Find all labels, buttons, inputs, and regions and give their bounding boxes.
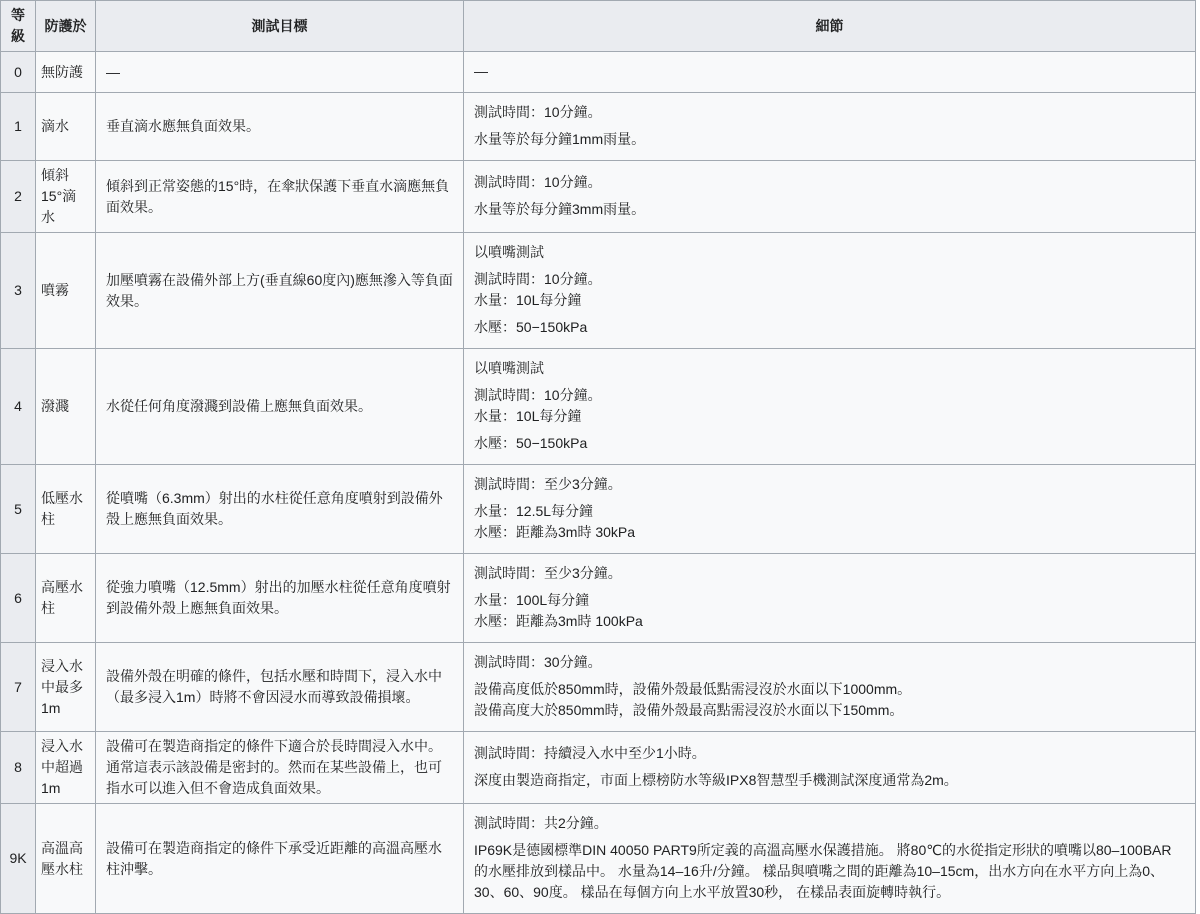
level-cell: 0 bbox=[1, 52, 36, 93]
protection-cell: 低壓水柱 bbox=[36, 465, 96, 554]
level-cell: 3 bbox=[1, 233, 36, 349]
detail-paragraph: 設備高度低於850mm時，設備外殼最低點需浸沒於水面以下1000mm。 設備高度大於850mm時，設備外殼最高點需浸沒於水面以下150mm。 bbox=[474, 681, 912, 718]
detail-paragraph: 測試時間：10分鐘。 bbox=[474, 104, 602, 120]
objective-cell: 設備可在製造商指定的條件下適合於長時間浸入水中。通常這表示該設備是密封的。然而在某些設備上，也可指水可以進入但不會造成負面效果。 bbox=[96, 732, 464, 804]
objective-cell: 加壓噴霧在設備外部上方(垂直線60度內)應無滲入等負面效果。 bbox=[96, 233, 464, 349]
protection-cell: 噴霧 bbox=[36, 233, 96, 349]
details-cell bbox=[464, 732, 1196, 804]
objective-cell: 水從任何角度潑濺到設備上應無負面效果。 bbox=[96, 349, 464, 465]
detail-paragraph: 測試時間：持續浸入水中至少1小時。 bbox=[474, 745, 706, 761]
detail-paragraph: 水壓：50−150kPa bbox=[474, 319, 588, 335]
detail-paragraph: IP69K是德國標準DIN 40050 PART9所定義的高溫高壓水保護措施。 將80℃的水從指定形狀的噴嘴以80–100BAR的水壓排放到樣品中。 水量為14–16升/分鐘。 樣品與噴嘴之間的距離為10–15cm，出水方向在水平方向上為0、30、60、90度。 樣品在每個方向上水平放置30秒， 在樣品表面旋轉時執行。 bbox=[474, 842, 1172, 900]
detail-paragraph: 水量：12.5L每分鐘 水壓：距離為3m時 30kPa bbox=[474, 503, 636, 540]
level-cell: 9K bbox=[1, 804, 36, 914]
objective-cell: 從噴嘴（6.3mm）射出的水柱從任意角度噴射到設備外殼上應無負面效果。 bbox=[96, 465, 464, 554]
detail-paragraph: 水量等於每分鐘3mm雨量。 bbox=[474, 201, 646, 217]
table-header-row bbox=[1, 1, 1196, 52]
objective-cell: 從強力噴嘴（12.5mm）射出的加壓水柱從任意角度噴射到設備外殼上應無負面效果。 bbox=[96, 554, 464, 643]
details-cell bbox=[464, 465, 1196, 554]
objective-cell: 傾斜到正常姿態的15°時，在傘狀保護下垂直水滴應無負面效果。 bbox=[96, 161, 464, 233]
level-cell: 1 bbox=[1, 93, 36, 161]
level-cell: 4 bbox=[1, 349, 36, 465]
table-row bbox=[1, 465, 1196, 554]
detail-paragraph: 以噴嘴測試 bbox=[474, 360, 544, 376]
details-cell bbox=[464, 93, 1196, 161]
detail-paragraph: — bbox=[474, 63, 488, 79]
table-row bbox=[1, 732, 1196, 804]
detail-paragraph: 水量：100L每分鐘 水壓：距離為3m時 100kPa bbox=[474, 592, 643, 629]
protection-cell: 潑濺 bbox=[36, 349, 96, 465]
table-row bbox=[1, 93, 1196, 161]
protection-cell: 浸入水中最多1m bbox=[36, 643, 96, 732]
header-level: 等級 bbox=[1, 1, 36, 52]
protection-cell: 無防護 bbox=[36, 52, 96, 93]
detail-paragraph: 測試時間：10分鐘。 水量：10L每分鐘 bbox=[474, 271, 602, 308]
header-details: 細節 bbox=[464, 1, 1196, 52]
protection-cell: 浸入水中超過1m bbox=[36, 732, 96, 804]
ip-table-body bbox=[1, 52, 1196, 914]
details-cell bbox=[464, 554, 1196, 643]
detail-paragraph: 以噴嘴測試 bbox=[474, 244, 544, 260]
objective-cell: 垂直滴水應無負面效果。 bbox=[96, 93, 464, 161]
objective-cell: 設備可在製造商指定的條件下承受近距離的高溫高壓水柱沖擊。 bbox=[96, 804, 464, 914]
table-row bbox=[1, 349, 1196, 465]
detail-paragraph: 測試時間：10分鐘。 水量：10L每分鐘 bbox=[474, 387, 602, 424]
details-cell bbox=[464, 349, 1196, 465]
level-cell: 2 bbox=[1, 161, 36, 233]
level-cell: 5 bbox=[1, 465, 36, 554]
detail-paragraph: 水量等於每分鐘1mm雨量。 bbox=[474, 131, 646, 147]
details-cell bbox=[464, 643, 1196, 732]
detail-paragraph: 測試時間：至少3分鐘。 bbox=[474, 565, 622, 581]
table-row bbox=[1, 161, 1196, 233]
table-row bbox=[1, 804, 1196, 914]
level-cell: 7 bbox=[1, 643, 36, 732]
detail-paragraph: 測試時間：共2分鐘。 bbox=[474, 815, 608, 831]
objective-cell: 設備外殼在明確的條件，包括水壓和時間下，浸入水中（最多浸入1m）時將不會因浸水而導致設備損壞。 bbox=[96, 643, 464, 732]
detail-paragraph: 測試時間：30分鐘。 bbox=[474, 654, 602, 670]
detail-paragraph: 測試時間：至少3分鐘。 bbox=[474, 476, 622, 492]
table-row bbox=[1, 554, 1196, 643]
detail-paragraph: 水壓：50−150kPa bbox=[474, 435, 588, 451]
protection-cell: 高溫高壓水柱 bbox=[36, 804, 96, 914]
table-row bbox=[1, 233, 1196, 349]
detail-paragraph: 測試時間：10分鐘。 bbox=[474, 174, 602, 190]
detail-paragraph: 深度由製造商指定，市面上標榜防水等級IPX8智慧型手機測試深度通常為2m。 bbox=[474, 772, 958, 788]
details-cell bbox=[464, 233, 1196, 349]
details-cell bbox=[464, 161, 1196, 233]
table-row bbox=[1, 52, 1196, 93]
objective-cell: — bbox=[96, 52, 464, 93]
level-cell: 8 bbox=[1, 732, 36, 804]
protection-cell: 高壓水柱 bbox=[36, 554, 96, 643]
details-cell bbox=[464, 52, 1196, 93]
protection-cell: 滴水 bbox=[36, 93, 96, 161]
header-objective: 測試目標 bbox=[96, 1, 464, 52]
protection-cell: 傾斜15°滴水 bbox=[36, 161, 96, 233]
details-cell bbox=[464, 804, 1196, 914]
header-protection: 防護於 bbox=[36, 1, 96, 52]
table-row bbox=[1, 643, 1196, 732]
level-cell: 6 bbox=[1, 554, 36, 643]
